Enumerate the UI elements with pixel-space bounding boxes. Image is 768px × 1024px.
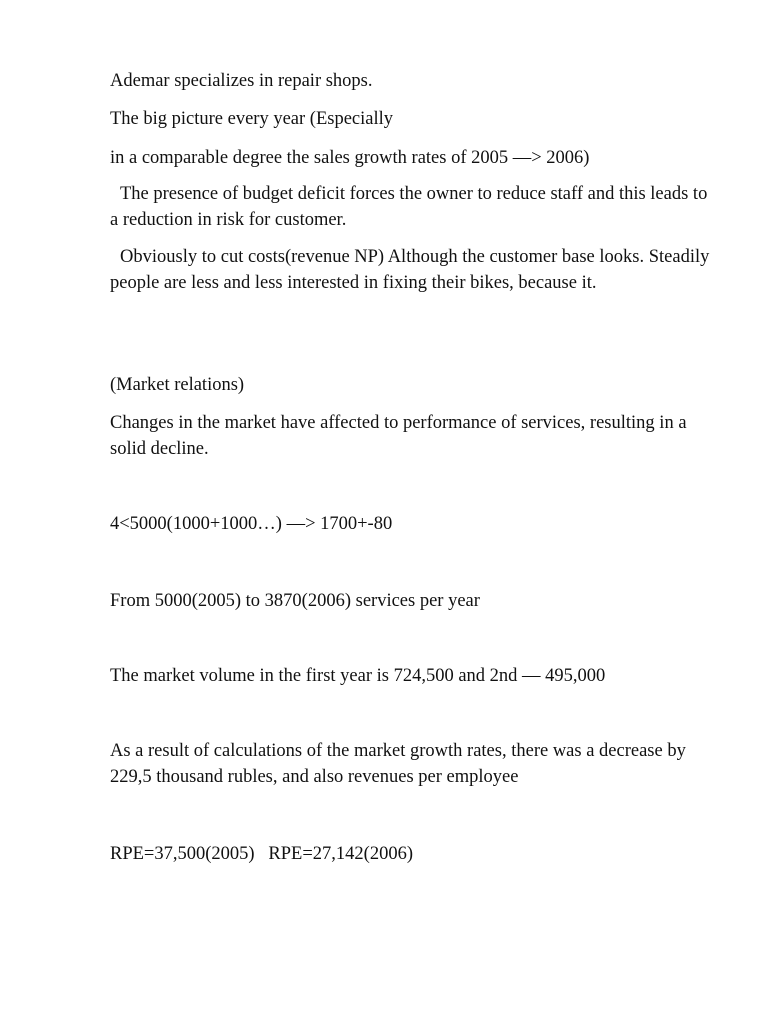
paragraph-calculation-results: As a result of calculations of the market growth rates, there was a decrease by 229,5 thousand rubles, and also revenues per employee — [110, 741, 686, 787]
paragraph-market-volume: The market volume in the first year is 724,500 and 2nd — 495,000 — [110, 666, 606, 686]
paragraph-market-changes: Changes in the market have affected to performance of services, resulting in a solid decline. — [110, 413, 687, 459]
rpe-values: RPE=37,500(2005) RPE=27,142(2006) — [110, 844, 413, 864]
paragraph-intro: Ademar specializes in repair shops. — [110, 71, 373, 91]
paragraph-cut-costs: Obviously to cut costs(revenue NP) Although the customer base looks. Steadily people are less and less interested in fixing their bikes, because it. — [110, 247, 710, 293]
section-heading-market-relations: (Market relations) — [110, 375, 245, 395]
paragraph-growth-rates: in a comparable degree the sales growth rates of 2005 —> 2006) — [110, 148, 590, 168]
paragraph-budget-deficit: The presence of budget deficit forces the owner to reduce staff and this leads to a reduction in risk for customer. — [110, 184, 708, 230]
paragraph-services-per-year: From 5000(2005) to 3870(2006) services per year — [110, 591, 480, 611]
formula-line: 4<5000(1000+1000…) —> 1700+-80 — [110, 514, 393, 534]
paragraph-big-picture: The big picture every year (Especially — [110, 109, 394, 129]
